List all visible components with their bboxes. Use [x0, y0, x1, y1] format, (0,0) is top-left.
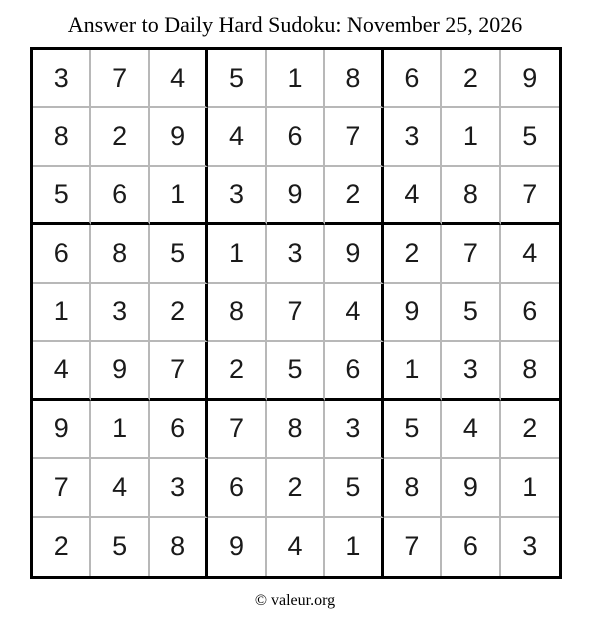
sudoku-cell-r7-c7: 5 [384, 401, 442, 459]
sudoku-cell-r9-c2: 5 [91, 518, 149, 576]
sudoku-cell-r1-c2: 7 [91, 50, 149, 108]
sudoku-cell-r9-c5: 4 [267, 518, 325, 576]
sudoku-cell-r3-c6: 2 [325, 167, 383, 225]
sudoku-cell-r1-c4: 5 [208, 50, 266, 108]
sudoku-cell-r2-c5: 6 [267, 108, 325, 166]
sudoku-cell-r7-c9: 2 [501, 401, 559, 459]
sudoku-cell-r2-c8: 1 [442, 108, 500, 166]
sudoku-cell-r1-c9: 9 [501, 50, 559, 108]
sudoku-cell-r8-c4: 6 [208, 459, 266, 517]
sudoku-cell-r8-c3: 3 [150, 459, 208, 517]
sudoku-cell-r7-c3: 6 [150, 401, 208, 459]
sudoku-cell-r5-c2: 3 [91, 284, 149, 342]
sudoku-cell-r2-c3: 9 [150, 108, 208, 166]
sudoku-cell-r9-c9: 3 [522, 531, 538, 562]
sudoku-cell-r3-c7: 4 [384, 167, 442, 225]
sudoku-cell-r4-c6: 9 [325, 225, 383, 283]
sudoku-cell-r4-c4: 1 [208, 225, 266, 283]
sudoku-cell-r6-c8: 3 [442, 342, 500, 400]
sudoku-cell-r2-c6: 7 [325, 108, 383, 166]
sudoku-cell-r4-c7: 2 [384, 225, 442, 283]
sudoku-cell-r4-c3: 5 [150, 225, 208, 283]
sudoku-cell-r5-c9: 6 [501, 284, 559, 342]
sudoku-cell-r5-c4: 8 [208, 284, 266, 342]
sudoku-cell-r5-c8: 5 [442, 284, 500, 342]
sudoku-cell-r3-c8: 8 [442, 167, 500, 225]
sudoku-cell-r1-c5: 1 [267, 50, 325, 108]
sudoku-cell-r4-c9: 4 [501, 225, 559, 283]
sudoku-cell-r4-c1: 6 [33, 225, 91, 283]
sudoku-cell-r6-c1: 4 [33, 342, 91, 400]
sudoku-board [30, 47, 562, 579]
sudoku-cell-r6-c5: 5 [267, 342, 325, 400]
sudoku-cell-r2-c4: 4 [208, 108, 266, 166]
sudoku-cell-r2-c2: 2 [91, 108, 149, 166]
sudoku-cell-r5-c5: 7 [267, 284, 325, 342]
sudoku-cell-r8-c6: 5 [325, 459, 383, 517]
sudoku-cell-r2-c9: 5 [501, 108, 559, 166]
sudoku-cell-r1-c6: 8 [325, 50, 383, 108]
sudoku-cell-r6-c7: 1 [384, 342, 442, 400]
sudoku-cell-r9-c4: 9 [208, 518, 266, 576]
sudoku-cell-r8-c7: 8 [384, 459, 442, 517]
sudoku-cell-r3-c5: 9 [267, 167, 325, 225]
sudoku-cell-r8-c2: 4 [91, 459, 149, 517]
sudoku-cell-r7-c5: 8 [267, 401, 325, 459]
sudoku-cell-r7-c2: 1 [91, 401, 149, 459]
sudoku-cell-r1-c1: 3 [33, 50, 91, 108]
site-credit: © valeur.org [254, 592, 336, 609]
sudoku-cell-r8-c8: 9 [442, 459, 500, 517]
sudoku-cell-r3-c9: 7 [501, 167, 559, 225]
sudoku-cell-r5-c1: 1 [33, 284, 91, 342]
sudoku-cell-r7-c4: 7 [208, 401, 266, 459]
sudoku-cell-r6-c9: 8 [501, 342, 559, 400]
sudoku-cell-r9-c6: 1 [325, 518, 383, 576]
sudoku-cell-r7-c8: 4 [442, 401, 500, 459]
sudoku-cell-r5-c6: 4 [325, 284, 383, 342]
sudoku-cell-r2-c1: 8 [33, 108, 91, 166]
sudoku-cell-r7-c6: 3 [325, 401, 383, 459]
sudoku-cell-r1-c8: 2 [442, 50, 500, 108]
sudoku-cell-r7-c1: 9 [33, 401, 91, 459]
sudoku-cell-r4-c8: 7 [442, 225, 500, 283]
sudoku-cell-r4-c5: 3 [267, 225, 325, 283]
sudoku-cell-r5-c7: 9 [384, 284, 442, 342]
sudoku-cell-r8-c5: 2 [267, 459, 325, 517]
sudoku-cell-r3-c4: 3 [208, 167, 266, 225]
sudoku-cell-r9-c1: 2 [33, 518, 91, 576]
sudoku-cell-r9-c7: 7 [384, 518, 442, 576]
sudoku-cell-r9-c8: 6 [442, 518, 500, 576]
sudoku-cell-r6-c2: 9 [91, 342, 149, 400]
sudoku-cell-r1-c3: 4 [150, 50, 208, 108]
sudoku-cell-r2-c7: 3 [384, 108, 442, 166]
sudoku-cell-r1-c7: 6 [384, 50, 442, 108]
sudoku-cell-r6-c6: 6 [325, 342, 383, 400]
sudoku-cell-r3-c3: 1 [150, 167, 208, 225]
sudoku-cell-r8-c1: 7 [33, 459, 91, 517]
sudoku-cell-r5-c3: 2 [150, 284, 208, 342]
sudoku-cell-r6-c4: 2 [208, 342, 266, 400]
sudoku-cell-r9-c3: 8 [150, 518, 208, 576]
sudoku-cell-r3-c1: 5 [33, 167, 91, 225]
sudoku-cell-r8-c9: 1 [501, 459, 559, 517]
sudoku-cell-r3-c2: 6 [91, 167, 149, 225]
page-title: Answer to Daily Hard Sudoku: November 25, 2026 [67, 12, 523, 37]
sudoku-cell-r6-c3: 7 [150, 342, 208, 400]
sudoku-cell-r4-c2: 8 [91, 225, 149, 283]
